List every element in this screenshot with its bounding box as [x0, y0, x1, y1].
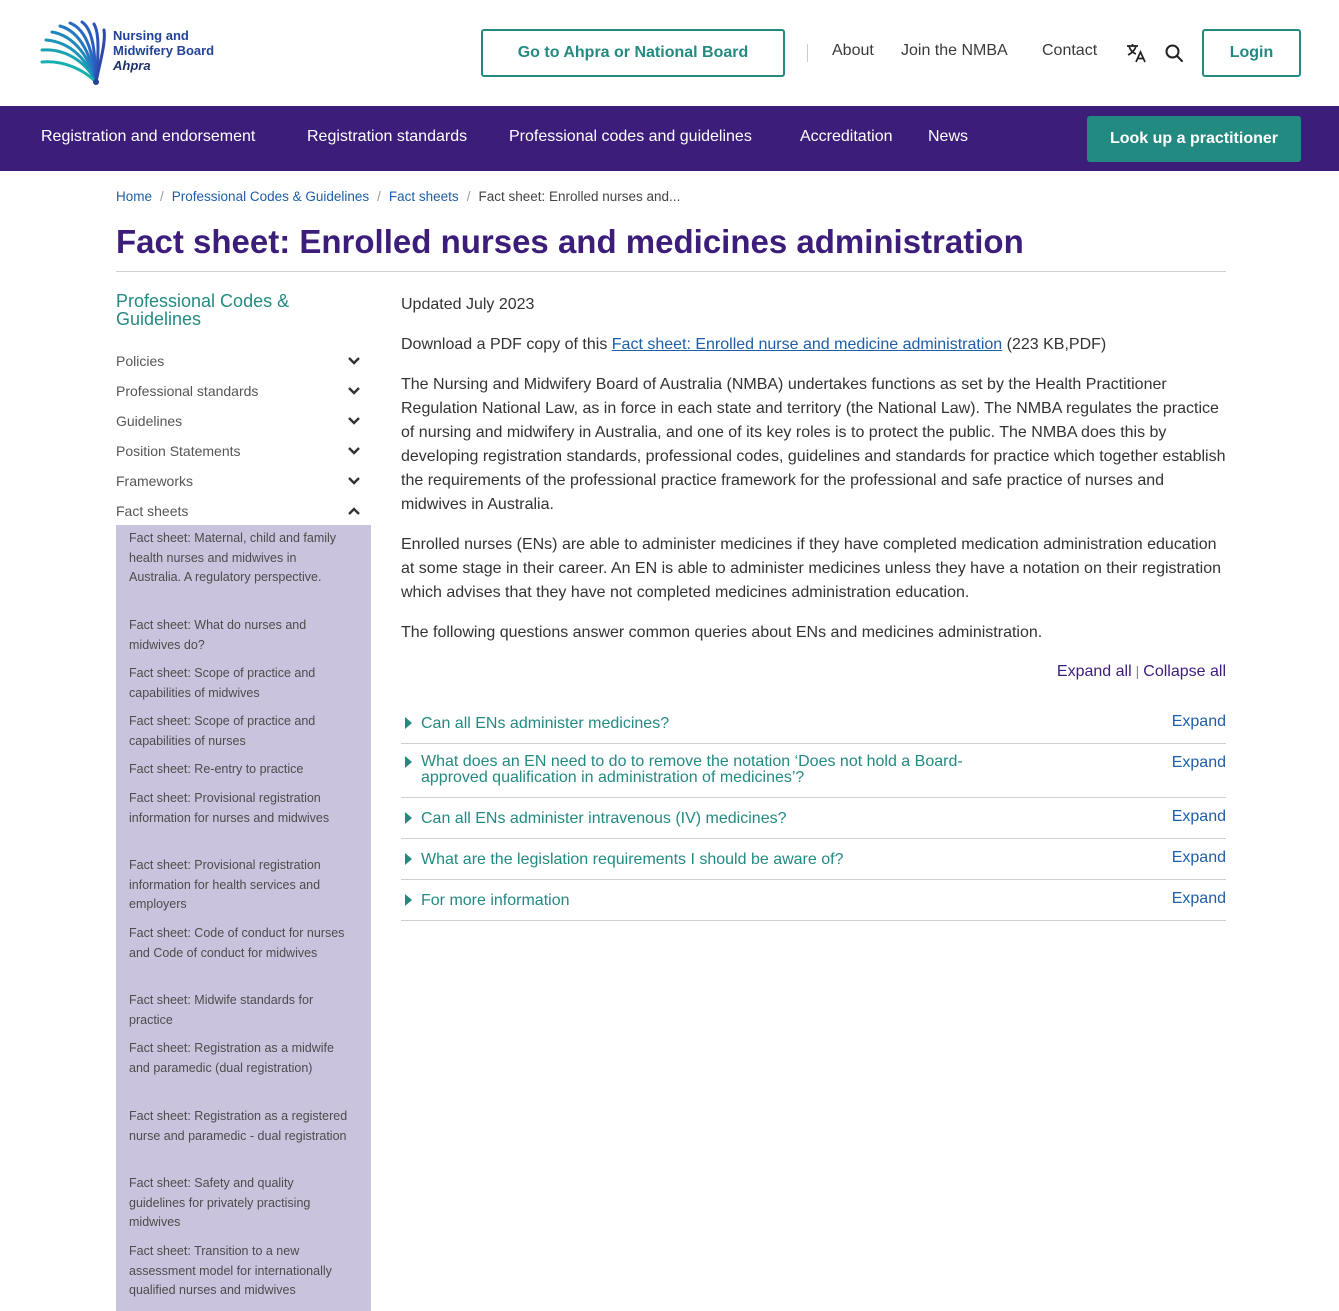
- sidebar-item-label: Frameworks: [116, 473, 194, 489]
- accordion-item[interactable]: [401, 880, 1226, 921]
- updated-date: Updated July 2023: [401, 296, 535, 313]
- chevron-down-icon: [347, 414, 361, 428]
- download-suffix: (223 KB,PDF): [1002, 336, 1107, 353]
- sidebar-item-policies[interactable]: [116, 346, 371, 376]
- breadcrumb-fact-sheets[interactable]: Fact sheets: [388, 189, 459, 204]
- breadcrumb-separator: /: [466, 189, 471, 204]
- download-prefix: Download a PDF copy of this: [401, 336, 612, 353]
- intro-paragraph: The Nursing and Midwifery Board of Australia (NMBA) undertakes functions as set by the Health Practitioner Regulation National Law, as in force in each state and territory (the National Law). The NMBA regulates the practice of nursing and midwifery in Australia, and one of its key roles is to protect the public. The NMBA does this by developing registration standards, professional codes, guidelines and standards for practice which together establish the requirements of the professional practice framework for the professional and safe practice of nurses and midwives in Australia.: [401, 376, 1226, 513]
- chevron-down-icon: [347, 384, 361, 398]
- chevron-up-icon: [347, 504, 361, 518]
- login-button[interactable]: Login: [1202, 29, 1301, 77]
- accordion-item[interactable]: [401, 703, 1226, 744]
- collapse-all-link[interactable]: Collapse all: [1143, 663, 1226, 680]
- about-link[interactable]: About: [832, 42, 874, 59]
- accordion-question: What are the legislation requirements I should be aware of?: [421, 851, 844, 868]
- nav-registration-standards[interactable]: Registration standards: [307, 128, 468, 145]
- page-title: Fact sheet: Enrolled nurses and medicines administration: [116, 223, 1024, 260]
- sidebar-item-label: Policies: [116, 353, 165, 369]
- sidebar-title[interactable]: Professional Codes & Guidelines: [116, 291, 290, 329]
- accordion-item[interactable]: [401, 798, 1226, 839]
- caret-right-icon: [405, 894, 412, 906]
- breadcrumb: [116, 189, 680, 204]
- accordion-question: Can all ENs administer intravenous (IV) medicines?: [421, 810, 787, 827]
- submenu-item[interactable]: Fact sheet: Re-entry to practice: [129, 762, 304, 776]
- contact-link[interactable]: Contact: [1042, 42, 1098, 59]
- chevron-down-icon: [347, 444, 361, 458]
- submenu-item[interactable]: Fact sheet: Registration as a registered nurse and paramedic - dual registration: [129, 1109, 348, 1143]
- sidebar-item-frameworks[interactable]: [116, 466, 371, 496]
- sidebar-item-guidelines[interactable]: [116, 406, 371, 436]
- control-divider: |: [1135, 663, 1140, 679]
- header-divider: [807, 44, 808, 62]
- logo-fan-icon: [38, 20, 108, 86]
- expand-all-link[interactable]: Expand all: [1056, 663, 1132, 680]
- breadcrumb-separator: /: [160, 189, 164, 204]
- caret-right-icon: [405, 853, 412, 865]
- look-up-practitioner-button[interactable]: Look up a practitioner: [1087, 116, 1301, 162]
- main-navigation: [0, 106, 1339, 171]
- submenu-item[interactable]: Fact sheet: Registration as a midwife and paramedic (dual registration): [129, 1041, 334, 1075]
- caret-right-icon: [405, 812, 412, 824]
- accordion-item[interactable]: [401, 839, 1226, 880]
- nav-accreditation[interactable]: Accreditation: [800, 128, 893, 145]
- sidebar-item-label: Professional standards: [116, 383, 259, 399]
- expand-link[interactable]: Expand: [1171, 808, 1226, 825]
- expand-link[interactable]: Expand: [1171, 713, 1226, 730]
- accordion-question: For more information: [421, 892, 570, 909]
- submenu-item[interactable]: Fact sheet: Midwife standards for practice: [129, 993, 314, 1027]
- accordion-question: Can all ENs administer medicines?: [421, 715, 670, 732]
- title-divider: [116, 271, 1226, 272]
- breadcrumb-current: Fact sheet: Enrolled nurses and...: [478, 189, 681, 204]
- breadcrumb-home[interactable]: Home: [116, 189, 153, 204]
- sidebar-item-label: Position Statements: [116, 443, 241, 459]
- submenu-item[interactable]: Fact sheet: Maternal, child and family health nurses and midwives in Australia. A regulatory perspective.: [129, 531, 337, 584]
- expand-collapse-controls: [1057, 663, 1226, 681]
- submenu-item[interactable]: Fact sheet: Scope of practice and capabilities of nurses: [129, 714, 316, 748]
- accordion-item[interactable]: [401, 744, 1226, 798]
- breadcrumb-professional-codes[interactable]: Professional Codes & Guidelines: [171, 189, 370, 204]
- submenu-item[interactable]: Fact sheet: Scope of practice and capabilities of midwives: [129, 666, 316, 700]
- expand-link[interactable]: Expand: [1171, 849, 1226, 866]
- submenu-item[interactable]: Fact sheet: Provisional registration information for health services and employers: [129, 858, 321, 911]
- translate-icon[interactable]: [1124, 41, 1148, 65]
- go-to-ahpra-button[interactable]: Go to Ahpra or National Board: [481, 29, 785, 77]
- nmba-logo[interactable]: [38, 20, 228, 86]
- expand-link[interactable]: Expand: [1171, 754, 1226, 771]
- nav-news[interactable]: News: [928, 128, 969, 145]
- en-paragraph: Enrolled nurses (ENs) are able to administer medicines if they have completed medication administration education at some stage in their career. An EN is able to administer medicines unless they have a notation on their registration which advises that they have not completed medicines administration education.: [401, 536, 1221, 601]
- expand-link[interactable]: Expand: [1171, 890, 1226, 907]
- submenu-item[interactable]: Fact sheet: What do nurses and midwives do?: [129, 618, 307, 652]
- sidebar-item-professional-standards[interactable]: [116, 376, 371, 406]
- download-pdf-link[interactable]: Fact sheet: Enrolled nurse and medicine administration: [611, 336, 1003, 353]
- nav-professional-codes[interactable]: Professional codes and guidelines: [509, 128, 752, 145]
- sidebar-item-label: Guidelines: [116, 413, 183, 429]
- sidebar-item-fact-sheets[interactable]: [116, 496, 371, 526]
- sidebar-item-label: Fact sheets: [116, 503, 189, 519]
- fact-sheets-submenu: [116, 525, 371, 1311]
- chevron-down-icon: [347, 474, 361, 488]
- submenu-item[interactable]: Fact sheet: Code of conduct for nurses and Code of conduct for midwives: [129, 926, 345, 960]
- site-header: [0, 0, 1339, 106]
- questions-intro: The following questions answer common queries about ENs and medicines administration.: [401, 624, 1043, 641]
- download-line: [401, 333, 1226, 357]
- accordion-question: What does an EN need to do to remove the notation ‘Does not hold a Board-approved qualification in administration of medicines’?: [421, 753, 963, 786]
- nav-registration-endorsement[interactable]: Registration and endorsement: [41, 128, 256, 145]
- submenu-item[interactable]: Fact sheet: Transition to a new assessment model for internationally qualified nurses and midwives: [129, 1244, 332, 1297]
- caret-right-icon: [405, 717, 412, 729]
- caret-right-icon: [405, 756, 412, 768]
- search-icon[interactable]: [1162, 41, 1186, 65]
- join-nmba-link[interactable]: Join the NMBA: [901, 42, 1008, 59]
- sidebar-item-position-statements[interactable]: [116, 436, 371, 466]
- logo-wordmark: Nursing and Midwifery Board Ahpra: [113, 28, 215, 73]
- breadcrumb-separator: /: [377, 189, 381, 204]
- chevron-down-icon: [347, 354, 361, 368]
- submenu-item[interactable]: Fact sheet: Provisional registration information for nurses and midwives: [129, 791, 330, 825]
- submenu-item[interactable]: Fact sheet: Safety and quality guidelines for privately practising midwives: [129, 1176, 311, 1229]
